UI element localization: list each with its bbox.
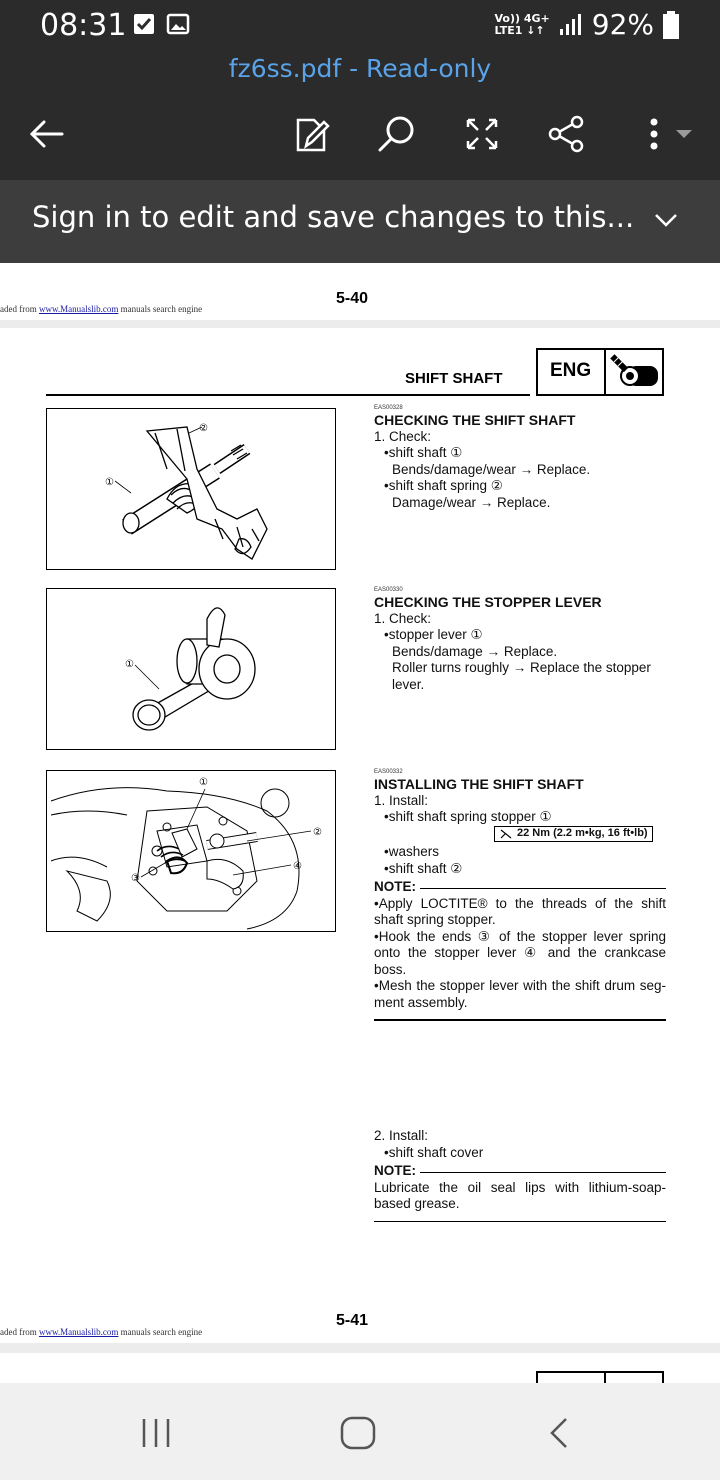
section-code: EAS00332 [374,769,403,775]
shift-shaft-illustration [47,409,335,569]
checkbox-notification-icon [132,12,156,36]
svg-text:②: ② [313,827,322,838]
torque-spec: 22 Nm (2.2 m•kg, 16 ft•lb) [494,826,653,842]
page-number: 5-40 [336,290,369,307]
share-icon[interactable] [543,110,591,158]
torque-wrench-icon [499,828,513,840]
status-right [495,8,681,41]
svg-text:①: ① [199,777,208,788]
fullscreen-icon[interactable] [458,110,506,158]
section-install-cover [374,1128,666,1222]
item-line: Bends/damage/wear → Replace. [392,461,591,477]
status-bar [0,0,720,50]
svg-text:④: ④ [293,861,302,872]
section-rule [374,1019,666,1021]
pdf-page [0,328,720,1343]
eng-badge [536,348,664,396]
battery-percent: 92% [591,8,654,41]
recents-icon[interactable] [136,1413,176,1453]
signal-icon [558,13,584,37]
note-text: •Apply LOCTITE® to the threads of the shift shaft spring stopper. [374,895,666,927]
page-source: aded from www.Manualslib.com manuals search engine [0,304,203,314]
back-icon[interactable] [540,1413,580,1453]
section-code: EAS00328 [374,405,403,411]
item-line: Bends/damage → Replace. [392,643,558,659]
bullet-item: •washers [384,844,439,859]
system-nav-bar [0,1383,720,1480]
bullet-item: •shift shaft spring stopper ① [384,809,552,824]
svg-text:②: ② [199,423,208,434]
pdf-page-next [0,1353,720,1383]
figure-stopper-lever [46,588,336,750]
section-title: CHECKING THE STOPPER LEVER [374,594,602,610]
svg-text:①: ① [125,659,134,670]
sign-in-banner[interactable] [0,180,720,263]
section-title: INSTALLING THE SHIFT SHAFT [374,776,584,792]
home-icon[interactable] [338,1413,378,1453]
tool-icon [608,352,662,392]
crankcase-illustration [47,771,335,931]
note-header: NOTE: [374,1163,666,1180]
status-time: 08:31 [40,8,127,43]
header-rule [46,394,530,396]
note-text: •Mesh the stopper lever with the shift drum seg-ment assembly. [374,978,666,1010]
edit-pen-icon[interactable] [288,110,336,158]
pdf-page-prev [0,263,720,320]
bullet-item: •shift shaft spring ② [384,478,503,493]
note-text: •Hook the ends ③ of the stopper lever spring onto the stopper lever ④ and the crankcase boss. [374,928,666,977]
figure-shift-shaft [46,408,336,570]
bullet-item: •stopper lever ① [384,627,483,642]
svg-text:③: ③ [131,873,140,884]
section-title: CHECKING THE SHIFT SHAFT [374,412,576,428]
section-installing-shift-shaft [374,768,666,1021]
section-rule [374,1221,666,1223]
app-bar [0,50,720,180]
banner-text: Sign in to edit and save changes to this... [32,200,635,234]
note-text: Lubricate the oil seal lips with lithium-soap-based grease. [374,1179,666,1211]
bullet-item: •shift shaft ② [384,860,463,876]
eng-label: ENG [550,360,592,381]
more-vertical-icon[interactable] [630,110,700,158]
section-checking-stopper-lever [374,586,666,693]
figure-install-shift-shaft [46,770,336,932]
bullet-item: •shift shaft cover [384,1144,484,1160]
svg-text:①: ① [105,477,114,488]
step-text: 1. Check: [374,610,432,626]
manualslib-link[interactable]: www.Manualslib.com [38,304,119,314]
bullet-item: •shift shaft ① [384,445,463,460]
item-line: Roller turns roughly → Replace the stopper [392,660,651,675]
item-line: Damage/wear → Replace. [392,494,551,510]
back-arrow-icon[interactable] [22,110,70,158]
page-source: aded from www.Manualslib.com manuals search engine [0,1327,203,1337]
section-checking-shift-shaft [374,404,666,511]
battery-icon [662,11,680,39]
manualslib-link[interactable]: www.Manualslib.com [38,1327,119,1337]
section-header-title: SHIFT SHAFT [405,370,503,387]
network-indicator: Vo)) 4G+ LTE1 ↓↑ [494,11,550,37]
stopper-lever-illustration [47,589,335,749]
search-icon[interactable] [372,110,420,158]
section-code: EAS00330 [374,587,403,593]
page-number: 5-41 [336,1312,369,1329]
document-title: fz6ss.pdf - Read-only [228,54,492,83]
note-header: NOTE: [374,879,666,896]
step-text: 2. Install: [374,1128,429,1143]
step-text: 1. Check: [374,428,432,444]
chevron-down-icon[interactable] [650,204,682,236]
image-notification-icon [166,12,190,36]
item-line: lever. [392,676,425,692]
step-text: 1. Install: [374,792,429,808]
